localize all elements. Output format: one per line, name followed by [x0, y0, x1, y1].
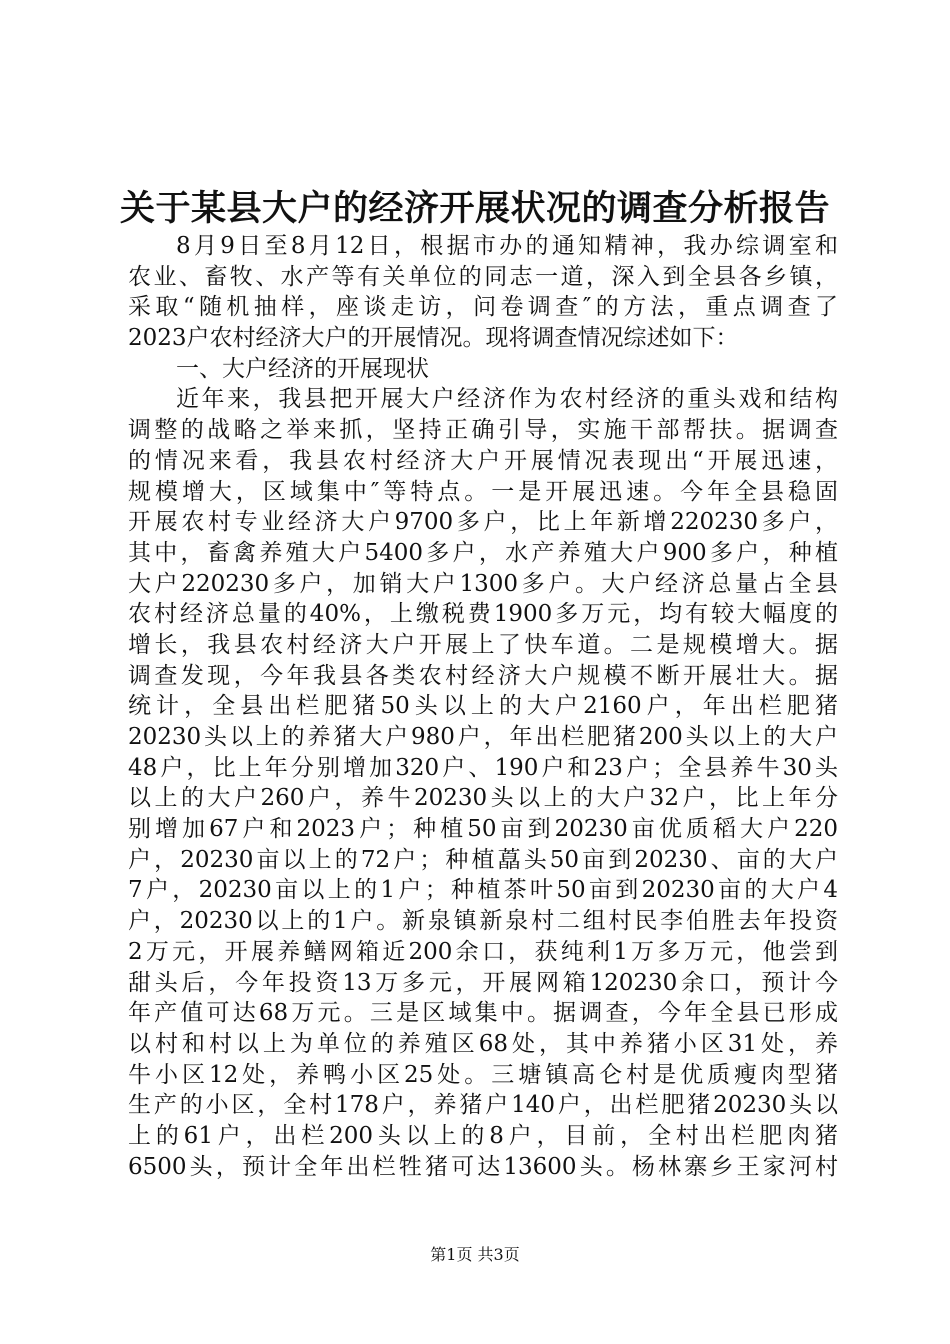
paragraph-line: 农村经济总量的40%，上缴税费1900多万元，均有较大幅度的 — [128, 601, 838, 628]
paragraph-line: 牛小区12处，养鸭小区25处。三塘镇高仑村是优质瘦肉型猪 — [128, 1061, 838, 1088]
paragraph-line: 上的61户，出栏200头以上的8户，目前，全村出栏肥肉猪 — [128, 1122, 838, 1149]
paragraph-line: 7户，20230亩以上的1户；种植茶叶50亩到20230亩的大户4 — [128, 877, 838, 904]
page-footer: 第1页 共3页 — [430, 1245, 520, 1264]
paragraph-line: 以上的大户260户，养牛20230头以上的大户32户，比上年分 — [128, 785, 838, 812]
paragraph-line: 其中，畜禽养殖大户5400多户，水产养殖大户900多户，种植 — [128, 539, 838, 566]
paragraph-line: 大户220230多户，加销大户1300多户。大户经济总量占全县 — [128, 570, 838, 597]
paragraph-line: 农业、畜牧、水产等有关单位的同志一道，深入到全县各乡镇， — [128, 263, 838, 290]
paragraph-line: 以村和村以上为单位的养殖区68处，其中养猪小区31处，养 — [128, 1030, 838, 1057]
document-body — [128, 231, 838, 1182]
paragraph-line: 8月9日至8月12日，根据市办的通知精神，我办综调室和 — [176, 233, 838, 259]
paragraph-line: 户，20230以上的1户。新泉镇新泉村二组村民李伯胜去年投资 — [128, 908, 838, 935]
paragraph-line: 增长，我县农村经济大户开展上了快车道。二是规模增大。据 — [128, 631, 838, 658]
paragraph-line: 6500头，预计全年出栏牲猪可达13600头。杨林寨乡王家河村 — [128, 1153, 838, 1180]
section-heading-line: 一、大户经济的开展现状 — [176, 355, 429, 382]
paragraph-line: 户，20230亩以上的72户；种植藠头50亩到20230、亩的大户 — [128, 846, 838, 873]
paragraph-line: 近年来，我县把开展大户经济作为农村经济的重头戏和结构 — [176, 386, 838, 413]
paragraph-line: 调整的战略之举来抓，坚持正确引导，实施干部帮扶。据调查 — [128, 417, 838, 444]
paragraph-line: 统计，全县出栏肥猪50头以上的大户2160户，年出栏肥猪 — [128, 693, 838, 720]
paragraph-line: 调查发现，今年我县各类农村经济大户规模不断开展壮大。据 — [128, 662, 838, 689]
paragraph-line: 48户，比上年分别增加320户、190户和23户；全县养牛30头 — [128, 754, 838, 781]
paragraph-line: 年产值可达68万元。三是区域集中。据调查，今年全县已形成 — [128, 1000, 838, 1027]
paragraph-line: 开展农村专业经济大户9700多户，比上年新增220230多户， — [128, 509, 838, 536]
paragraph-line: 甜头后，今年投资13万多元，开展网箱120230余口，预计今 — [128, 969, 838, 996]
paragraph-line: 2万元，开展养鳝网箱近200余口，获纯利1万多万元，他尝到 — [128, 938, 838, 965]
paragraph-line: 的情况来看，我县农村经济大户开展情况表现出“开展迅速， — [128, 447, 838, 474]
paragraph-line: 2023户农村经济大户的开展情况。现将调查情况综述如下： — [128, 325, 739, 352]
paragraph-line: 20230头以上的养猪大户980户，年出栏肥猪200头以上的大户 — [128, 724, 838, 750]
document-title: 关于某县大户的经济开展状况的调查分析报告 — [119, 189, 830, 229]
paragraph-line: 别增加67户和2023户；种植50亩到20230亩优质稻大户220 — [128, 816, 838, 843]
paragraph-line: 采取“随机抽样，座谈走访，问卷调查″的方法，重点调查了 — [128, 294, 838, 321]
paragraph-line: 规模增大，区域集中″等特点。一是开展迅速。今年全县稳固 — [128, 478, 838, 505]
paragraph-line: 生产的小区，全村178户，养猪户140户，出栏肥猪20230头以 — [128, 1092, 838, 1119]
